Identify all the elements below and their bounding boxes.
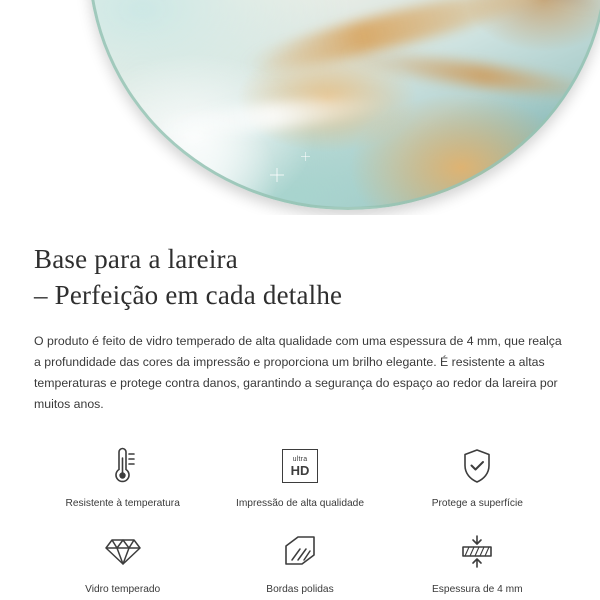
feature-label: Resistente à temperatura <box>65 498 180 509</box>
feature-item-thickness <box>389 525 566 599</box>
glass-plate-image <box>88 0 600 210</box>
thermometer-icon <box>106 443 140 489</box>
feature-label: Bordas polidas <box>266 584 334 595</box>
thickness-arrows-icon <box>456 529 498 575</box>
title-line-1: Base para a lareira <box>34 244 238 274</box>
feature-item-surface-protection <box>389 439 566 513</box>
feature-item-polished-edges <box>211 525 388 599</box>
ultra-hd-badge-top: ultra <box>292 455 308 463</box>
feature-item-temperature <box>34 439 211 513</box>
dark-streak <box>425 0 600 16</box>
shield-check-icon <box>460 443 494 489</box>
content-area <box>0 241 600 599</box>
gold-streak <box>241 0 540 83</box>
ultra-hd-icon <box>282 443 318 489</box>
feature-grid <box>34 439 566 599</box>
feature-label: Impressão de alta qualidade <box>235 498 364 509</box>
hero-image <box>0 0 600 215</box>
gold-streak <box>341 45 600 103</box>
product-description: O produto é feito de vidro temperado de alta qualidade com uma espessura de 4 mm, que realça a profundidade das cores da impressão e proporciona um brilho elegante. É resistente a altas temperaturas e protege contra danos, garantindo a segurança do espaço ao redor da lareira por muitos anos. <box>34 334 562 411</box>
feature-label: Protege a superfície <box>431 498 523 509</box>
feature-label: Vidro temperado <box>85 584 161 595</box>
page-title <box>34 241 566 313</box>
ultra-hd-badge-bottom: HD <box>290 462 310 478</box>
diamond-icon <box>104 529 142 575</box>
feature-item-tempered-glass <box>34 525 211 599</box>
feature-label: Espessura de 4 mm <box>432 584 523 595</box>
title-line-2: – Perfeição em cada detalhe <box>34 280 343 310</box>
white-streak <box>150 91 391 142</box>
polished-edges-icon <box>282 529 318 575</box>
feature-item-print-quality <box>211 439 388 513</box>
